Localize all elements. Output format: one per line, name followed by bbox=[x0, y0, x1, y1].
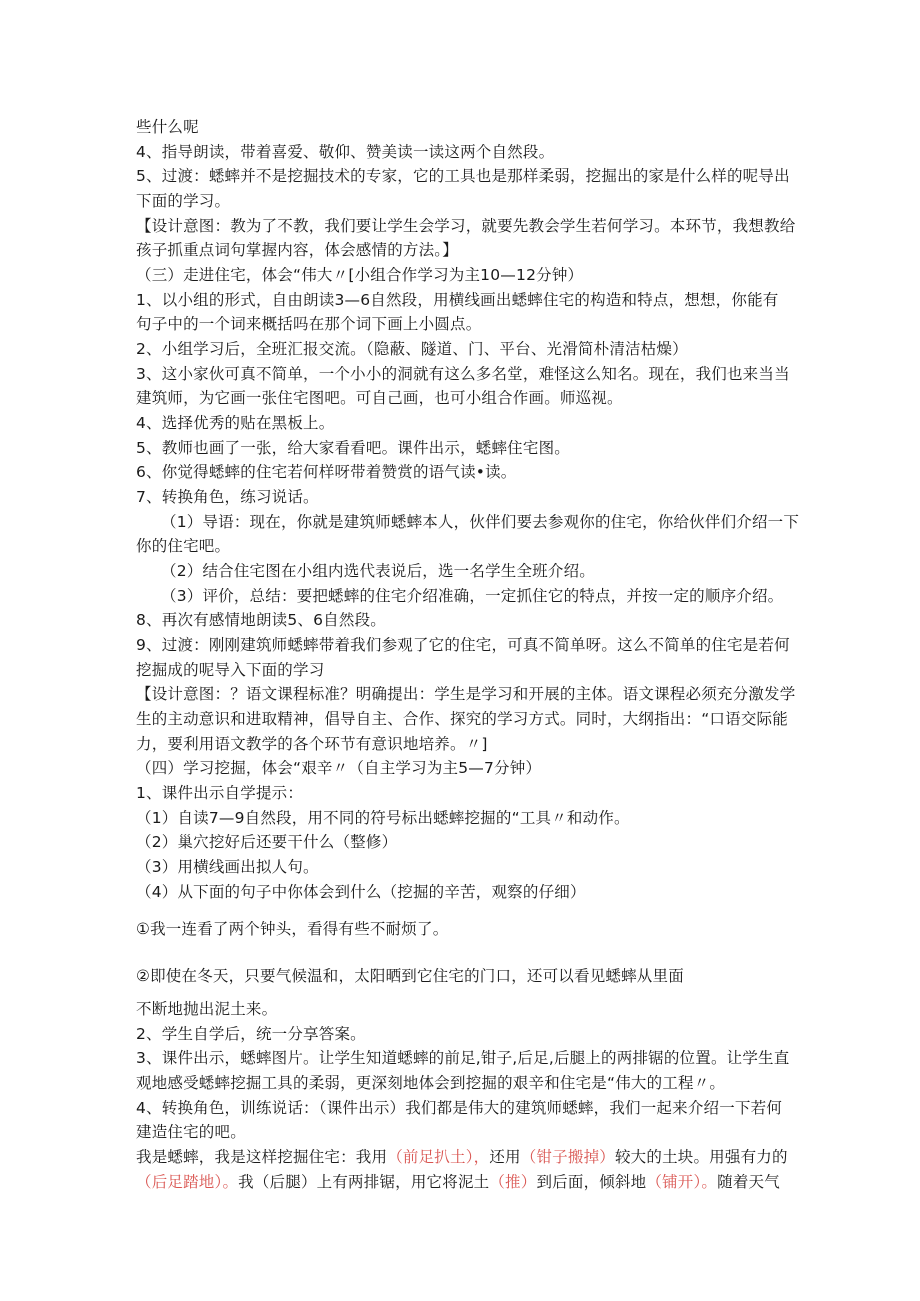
design-intent-note: 力，要利用语文教学的各个环节有意识地培养。〃] bbox=[136, 735, 488, 753]
speech-text: 到后面，倾斜地 bbox=[536, 1173, 647, 1191]
text-line: 6、你觉得蟋蟀的住宅若何样呀带着赞赏的语气读•读。 bbox=[136, 463, 517, 481]
text-line: （2）结合住宅图在小组内选代表说后，选一名学生全班介绍。 bbox=[161, 562, 595, 580]
answer-highlight: （钳子搬掉） bbox=[520, 1148, 615, 1166]
speech-text: 随着天气 bbox=[717, 1173, 780, 1191]
section-heading: （三）走进住宅，体会“伟大〃[小组合作学习为主10—12分钟） bbox=[136, 266, 584, 284]
text-line: 1、课件出示自学提示： bbox=[136, 784, 304, 802]
text-line: 1、以小组的形式，自由朗读3—6自然段，用横线画出蟋蟀住宅的构造和特点，想想，你能有 bbox=[136, 291, 779, 309]
text-line: 观地感受蟋蟀挖掘工具的柔弱，更深刻地体会到挖掘的艰辛和住宅是“伟大的工程〃。 bbox=[136, 1074, 726, 1092]
answer-highlight: （前足扒土）， bbox=[387, 1148, 490, 1166]
text-line: 挖掘成的呢导入下面的学习 bbox=[136, 661, 325, 679]
text-line: 3、这小家伙可真不简单，一个小小的洞就有这么多名堂，难怪这么知名。现在，我们也来当当 bbox=[136, 365, 790, 383]
text-line: 8、再次有感情地朗读5、6自然段。 bbox=[136, 611, 386, 629]
text-line: 5、教师也画了一张，给大家看看吧。课件出示，蟋蟀住宅图。 bbox=[136, 439, 570, 457]
section-heading: （四）学习挖掘，体会“艰辛〃（自主学习为主5—7分钟） bbox=[136, 759, 542, 777]
design-intent-note: 生的主动意识和进取精神，倡导自主、合作、探究的学习方式。同时，大纲指出：“口语交际能 bbox=[136, 710, 788, 728]
speech-text: 较大的土块。用强有力的 bbox=[614, 1148, 788, 1166]
text-line: 下面的学习。 bbox=[136, 192, 231, 210]
design-intent-note: 孩子抓重点词句掌握内容，体会感情的方法。】 bbox=[136, 241, 458, 259]
speech-text: 我（后腿）上有两排锯，用它将泥土 bbox=[238, 1173, 490, 1191]
text-line: （1）自读7—9自然段，用不同的符号标出蟋蟀挖掘的“工具〃和动作。 bbox=[136, 809, 630, 827]
text-line: 2、小组学习后，全班汇报交流。（隐蔽、隧道、门、平台、光滑简朴清洁枯燥） bbox=[136, 340, 688, 358]
text-line: 建筑师，为它画一张住宅图吧。可自己画，也可小组合作画。师巡视。 bbox=[136, 389, 623, 407]
design-intent-note: 【设计意图：教为了不教，我们要让学生会学习，就要先教会学生若何学习。本环节，我想教给 bbox=[136, 217, 796, 235]
speech-text: 我是蟋蟀，我是这样挖掘住宅：我用 bbox=[136, 1148, 388, 1166]
text-line: 2、学生自学后，统一分享答案。 bbox=[136, 1025, 366, 1043]
speech-text: 还用 bbox=[489, 1148, 521, 1166]
example-sentence: ②即使在冬天，只要气候温和，太阳晒到它住宅的门口，还可以看见蟋蟀从里面 bbox=[136, 967, 684, 985]
text-line: 4、指导朗读，带着喜爱、敬仰、赞美读一读这两个自然段。 bbox=[136, 143, 555, 161]
speech-line-2 bbox=[136, 1172, 796, 1192]
text-line: 4、选择优秀的贴在黑板上。 bbox=[136, 414, 335, 432]
text-line: 句子中的一个词来概括吗在那个词下画上小圆点。 bbox=[136, 315, 482, 333]
answer-highlight: （后足踏地）。 bbox=[136, 1173, 239, 1191]
text-line: （1）导语：现在，你就是建筑师蟋蟀本人，伙伴们要去参观你的住宅，你给伙伴们介绍一下 bbox=[161, 513, 800, 531]
text-line: 建造住宅的吧。 bbox=[136, 1123, 246, 1141]
text-line: 你的住宅吧。 bbox=[136, 537, 231, 555]
text-line: （2）巢穴挖好后还要干什么（整修） bbox=[136, 833, 398, 851]
speech-line-1 bbox=[136, 1147, 796, 1167]
text-line: 4、转换角色，训练说话：（课件出示）我们都是伟大的建筑师蟋蟀，我们一起来介绍一下若何 bbox=[136, 1099, 783, 1117]
design-intent-note: 【设计意图：？语文课程标准？明确提出：学生是学习和开展的主体。语文课程必须充分激发学 bbox=[136, 685, 796, 703]
text-line: （3）用横线画出拟人句。 bbox=[136, 858, 319, 876]
text-line: 些什么呢 bbox=[136, 118, 199, 136]
text-line: 5、过渡：蟋蟀并不是挖掘技术的专家，它的工具也是那样柔弱，挖掘出的家是什么样的呢导出 bbox=[136, 167, 790, 185]
example-sentence: ①我一连看了两个钟头，看得有些不耐烦了。 bbox=[136, 920, 449, 938]
answer-highlight: （推） bbox=[489, 1173, 537, 1191]
text-line: 9、过渡：刚刚建筑师蟋蟀带着我们参观了它的住宅，可真不简单呀。这么不简单的住宅是若何 bbox=[136, 636, 790, 654]
text-line: 7、转换角色，练习说话。 bbox=[136, 488, 319, 506]
text-line: （3）评价，总结：要把蟋蟀的住宅介绍准确，一定抓住它的特点，并按一定的顺序介绍。 bbox=[161, 587, 784, 605]
text-line: 3、课件出示，蟋蟀图片。让学生知道蟋蟀的前足,钳子,后足,后腿上的两排锯的位置。让学生直 bbox=[136, 1049, 790, 1067]
text-line: （4）从下面的句子中你体会到什么（挖掘的辛苦，观察的仔细） bbox=[136, 883, 586, 901]
text-line: 不断地抛出泥土来。 bbox=[136, 1000, 278, 1018]
answer-highlight: （铺开）。 bbox=[646, 1173, 718, 1191]
